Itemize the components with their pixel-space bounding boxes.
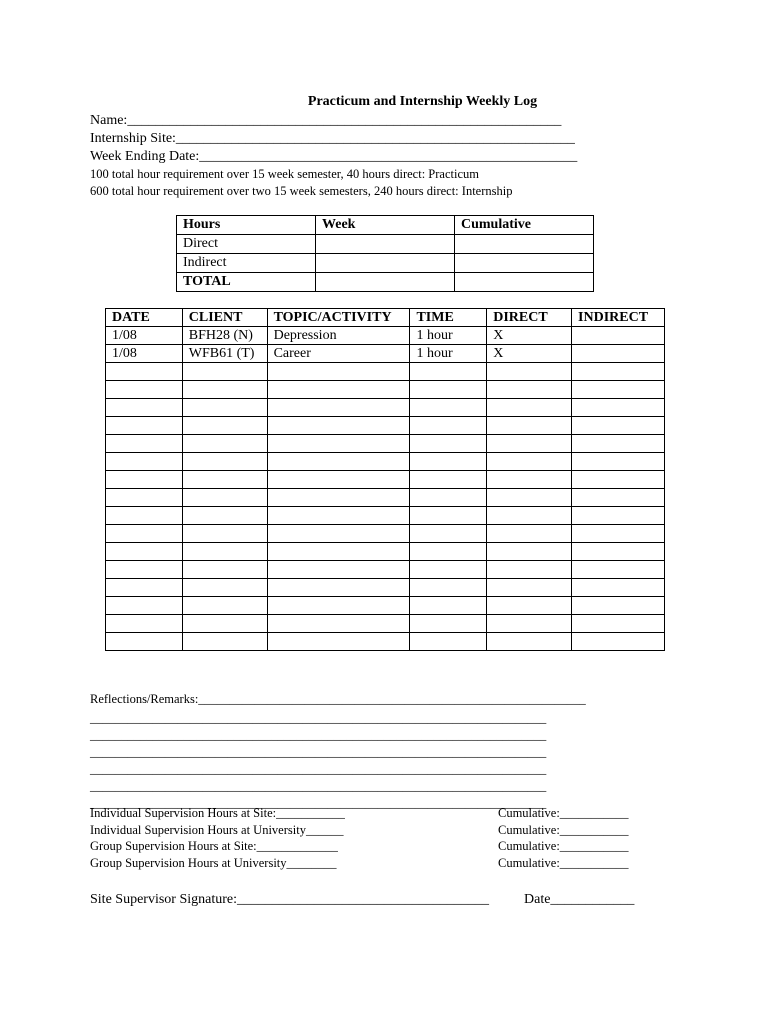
supervision-hours-field[interactable]: Group Supervision Hours at University________ xyxy=(90,855,337,870)
table-row xyxy=(106,543,665,561)
direct-cell[interactable]: X xyxy=(487,327,572,345)
time-cell[interactable] xyxy=(410,525,487,543)
indirect-cell[interactable] xyxy=(572,615,665,633)
date-cell[interactable] xyxy=(106,525,183,543)
direct-cell[interactable] xyxy=(487,471,572,489)
cumulative-cell[interactable] xyxy=(455,254,594,273)
hours-header: Hours xyxy=(177,216,316,235)
client-cell[interactable] xyxy=(182,453,267,471)
cumulative-cell[interactable] xyxy=(455,273,594,292)
client-cell[interactable] xyxy=(182,489,267,507)
date-cell[interactable] xyxy=(106,453,183,471)
topic-activity-cell[interactable] xyxy=(267,615,410,633)
table-row xyxy=(106,597,665,615)
cumulative-header: Cumulative xyxy=(455,216,594,235)
reflections-label[interactable]: Reflections/Remarks:______________________________________________________________ xyxy=(90,692,586,706)
client-cell[interactable] xyxy=(182,525,267,543)
indirect-cell[interactable] xyxy=(572,633,665,651)
direct-cell[interactable] xyxy=(487,363,572,381)
table-row xyxy=(106,633,665,651)
direct-cell[interactable] xyxy=(487,417,572,435)
practicum-requirement: 100 total hour requirement over 15 week semester, 40 hours direct: Practicum xyxy=(90,167,479,181)
hours-row-total xyxy=(177,273,594,292)
time-cell[interactable] xyxy=(410,453,487,471)
time-cell[interactable] xyxy=(410,489,487,507)
direct-cell[interactable] xyxy=(487,399,572,417)
direct-cell[interactable] xyxy=(487,525,572,543)
table-row xyxy=(106,561,665,579)
topic-activity-cell[interactable] xyxy=(267,453,410,471)
reflection-line[interactable]: _________________________________________________________________________ xyxy=(90,762,547,776)
internship-site-field[interactable]: Internship Site:_________________________________________________________ xyxy=(90,131,575,146)
date-cell[interactable] xyxy=(106,543,183,561)
table-row xyxy=(106,363,665,381)
topic-activity-cell[interactable] xyxy=(267,471,410,489)
table-row xyxy=(106,579,665,597)
direct-cell[interactable] xyxy=(487,489,572,507)
topic-activity-cell[interactable] xyxy=(267,363,410,381)
indirect-cell[interactable] xyxy=(572,417,665,435)
topic-activity-cell[interactable]: Depression xyxy=(267,327,410,345)
page-title: Practicum and Internship Weekly Log xyxy=(307,94,538,109)
topic-activity-cell[interactable] xyxy=(267,579,410,597)
indirect-cell[interactable] xyxy=(572,507,665,525)
topic-activity-cell[interactable] xyxy=(267,543,410,561)
date-cell[interactable] xyxy=(106,507,183,525)
indirect-cell[interactable] xyxy=(572,597,665,615)
time-cell[interactable] xyxy=(410,561,487,579)
supervision-cumulative-field[interactable]: Cumulative:___________ xyxy=(498,855,629,870)
topic-activity-cell[interactable] xyxy=(267,597,410,615)
hours-summary-table xyxy=(176,215,594,292)
indirect-cell[interactable] xyxy=(572,435,665,453)
reflection-line[interactable]: _________________________________________________________________________ xyxy=(90,728,547,742)
direct-header: DIRECT xyxy=(487,309,572,327)
table-row xyxy=(106,525,665,543)
direct-cell[interactable] xyxy=(487,633,572,651)
direct-cell[interactable] xyxy=(487,615,572,633)
client-cell[interactable] xyxy=(182,579,267,597)
direct-cell[interactable] xyxy=(487,435,572,453)
table-row xyxy=(106,399,665,417)
date-cell[interactable] xyxy=(106,471,183,489)
indirect-cell[interactable] xyxy=(572,543,665,561)
client-cell[interactable] xyxy=(182,507,267,525)
client-cell[interactable] xyxy=(182,399,267,417)
indirect-cell[interactable] xyxy=(572,561,665,579)
table-row xyxy=(106,435,665,453)
log-header-row xyxy=(106,309,665,327)
indirect-cell[interactable] xyxy=(572,345,665,363)
direct-cell[interactable] xyxy=(487,507,572,525)
client-cell[interactable] xyxy=(182,561,267,579)
client-cell[interactable]: WFB61 (T) xyxy=(182,345,267,363)
topic-activity-cell[interactable] xyxy=(267,489,410,507)
date-cell[interactable] xyxy=(106,489,183,507)
time-cell[interactable] xyxy=(410,507,487,525)
week-ending-date-field[interactable]: Week Ending Date:______________________________________________________ xyxy=(90,149,578,164)
time-cell[interactable] xyxy=(410,435,487,453)
table-row xyxy=(106,417,665,435)
client-cell[interactable] xyxy=(182,543,267,561)
topic-activity-cell[interactable] xyxy=(267,399,410,417)
date-cell[interactable] xyxy=(106,579,183,597)
topic-activity-cell[interactable] xyxy=(267,561,410,579)
time-cell[interactable] xyxy=(410,633,487,651)
table-row xyxy=(106,345,665,363)
date-cell[interactable] xyxy=(106,633,183,651)
date-cell[interactable] xyxy=(106,417,183,435)
supervision-cumulative-field[interactable]: Cumulative:___________ xyxy=(498,839,629,853)
direct-cell[interactable] xyxy=(487,543,572,561)
client-cell[interactable] xyxy=(182,381,267,399)
name-field[interactable]: Name:______________________________________________________________ xyxy=(90,113,562,128)
topic-activity-cell[interactable] xyxy=(267,525,410,543)
date-cell[interactable]: 1/08 xyxy=(106,327,183,345)
indirect-cell[interactable] xyxy=(572,453,665,471)
topic-activity-header: TOPIC/ACTIVITY xyxy=(267,309,410,327)
reflection-line[interactable]: _________________________________________________________________________ xyxy=(90,745,547,759)
client-header: CLIENT xyxy=(182,309,267,327)
indirect-cell[interactable] xyxy=(572,363,665,381)
signature-date-field[interactable]: Date____________ xyxy=(524,892,635,907)
time-cell[interactable] xyxy=(410,399,487,417)
client-cell[interactable] xyxy=(182,615,267,633)
time-cell[interactable]: 1 hour xyxy=(410,327,487,345)
topic-activity-cell[interactable] xyxy=(267,435,410,453)
direct-cell[interactable] xyxy=(487,381,572,399)
time-cell[interactable] xyxy=(410,597,487,615)
indirect-cell[interactable] xyxy=(572,381,665,399)
supervision-hours-field[interactable]: Individual Supervision Hours at University______ xyxy=(90,822,344,837)
internship-requirement: 600 total hour requirement over two 15 week semesters, 240 hours direct: Internship xyxy=(90,184,513,198)
hours-label: TOTAL xyxy=(177,273,316,292)
direct-cell[interactable] xyxy=(487,453,572,471)
indirect-cell[interactable] xyxy=(572,489,665,507)
supervision-hours-field[interactable]: Individual Supervision Hours at Site:___________ xyxy=(90,806,345,820)
reflection-line[interactable]: _________________________________________________________________________ xyxy=(90,779,547,793)
client-cell[interactable] xyxy=(182,417,267,435)
topic-activity-cell[interactable] xyxy=(267,417,410,435)
topic-activity-cell[interactable] xyxy=(267,381,410,399)
date-cell[interactable] xyxy=(106,561,183,579)
direct-cell[interactable] xyxy=(487,561,572,579)
client-cell[interactable] xyxy=(182,597,267,615)
indirect-cell[interactable] xyxy=(572,579,665,597)
time-cell[interactable] xyxy=(410,579,487,597)
table-row xyxy=(106,327,665,345)
supervision-cumulative-field[interactable]: Cumulative:___________ xyxy=(498,806,629,820)
date-cell[interactable] xyxy=(106,615,183,633)
topic-activity-cell[interactable] xyxy=(267,507,410,525)
date-cell[interactable] xyxy=(106,435,183,453)
table-row xyxy=(106,471,665,489)
week-header: Week xyxy=(316,216,455,235)
table-row xyxy=(106,507,665,525)
hours-row-direct xyxy=(177,235,594,254)
supervision-hours-field[interactable]: Group Supervision Hours at Site:_____________ xyxy=(90,839,338,853)
date-cell[interactable]: 1/08 xyxy=(106,345,183,363)
indirect-cell[interactable] xyxy=(572,399,665,417)
time-cell[interactable] xyxy=(410,381,487,399)
cumulative-cell[interactable] xyxy=(455,235,594,254)
hours-header-row xyxy=(177,216,594,235)
topic-activity-cell[interactable]: Career xyxy=(267,345,410,363)
hours-label: Indirect xyxy=(177,254,316,273)
supervision-cumulative-field[interactable]: Cumulative:___________ xyxy=(498,822,629,837)
table-row xyxy=(106,453,665,471)
site-supervisor-signature-field[interactable]: Site Supervisor Signature:____________________________________ xyxy=(90,892,489,907)
time-cell[interactable] xyxy=(410,471,487,489)
table-row xyxy=(106,615,665,633)
client-cell[interactable] xyxy=(182,435,267,453)
week-cell[interactable] xyxy=(316,235,455,254)
table-row xyxy=(106,489,665,507)
direct-cell[interactable] xyxy=(487,579,572,597)
date-cell[interactable] xyxy=(106,399,183,417)
client-cell[interactable] xyxy=(182,633,267,651)
date-cell[interactable] xyxy=(106,363,183,381)
date-cell[interactable] xyxy=(106,381,183,399)
week-cell[interactable] xyxy=(316,273,455,292)
week-cell[interactable] xyxy=(316,254,455,273)
table-row xyxy=(106,381,665,399)
direct-cell[interactable]: X xyxy=(487,345,572,363)
indirect-header: INDIRECT xyxy=(572,309,665,327)
time-cell[interactable] xyxy=(410,363,487,381)
direct-cell[interactable] xyxy=(487,597,572,615)
client-cell[interactable]: BFH28 (N) xyxy=(182,327,267,345)
time-cell[interactable] xyxy=(410,417,487,435)
client-cell[interactable] xyxy=(182,471,267,489)
weekly-log-table xyxy=(105,308,665,651)
time-header: TIME xyxy=(410,309,487,327)
time-cell[interactable]: 1 hour xyxy=(410,345,487,363)
time-cell[interactable] xyxy=(410,615,487,633)
hours-label: Direct xyxy=(177,235,316,254)
topic-activity-cell[interactable] xyxy=(267,633,410,651)
date-cell[interactable] xyxy=(106,597,183,615)
indirect-cell[interactable] xyxy=(572,525,665,543)
reflection-line[interactable]: _________________________________________________________________________ xyxy=(90,711,547,725)
indirect-cell[interactable] xyxy=(572,471,665,489)
hours-row-indirect xyxy=(177,254,594,273)
indirect-cell[interactable] xyxy=(572,327,665,345)
time-cell[interactable] xyxy=(410,543,487,561)
client-cell[interactable] xyxy=(182,363,267,381)
date-header: DATE xyxy=(106,309,183,327)
reflection-line[interactable]: _________________________________________________________________________ xyxy=(90,796,547,810)
